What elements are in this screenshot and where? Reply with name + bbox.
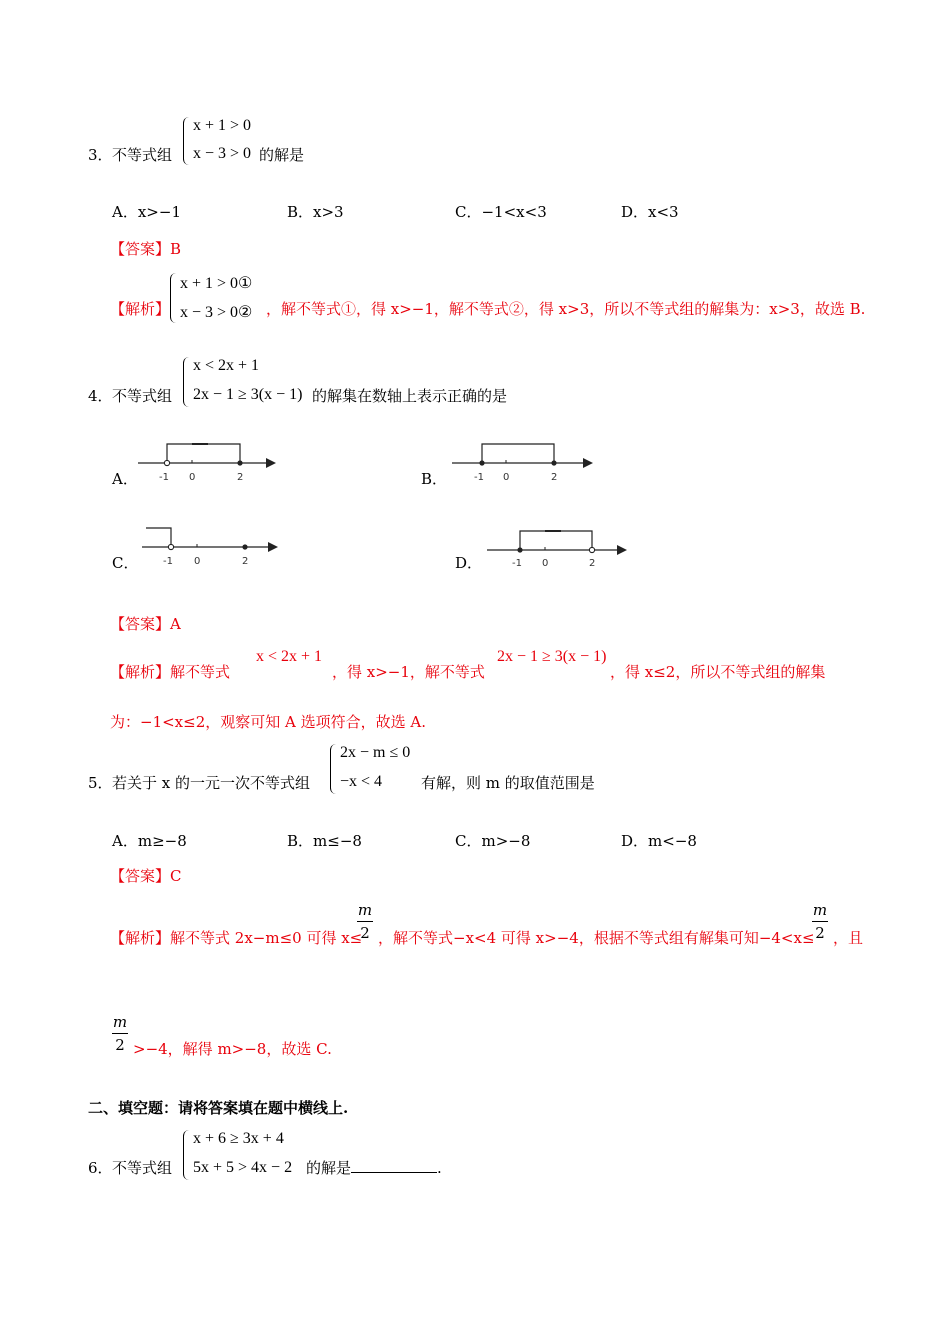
open-dot xyxy=(168,544,173,549)
open-dot xyxy=(589,547,594,552)
tick-label: 0 xyxy=(503,472,510,483)
q5-number: 5． xyxy=(88,774,113,792)
tick-label: 0 xyxy=(542,558,549,569)
q5-option-a: A．m≥−8 xyxy=(112,832,187,850)
q3-analysis-text: ，解不等式①，得 x>−1，解不等式②，得 x>3，所以不等式组的解集为：x>3，故选 B. xyxy=(266,300,866,318)
q3-system-line-2: x − 3 > 0 xyxy=(193,145,252,162)
q5-system-line-2: −x < 4 xyxy=(340,773,383,790)
q4-analysis-line-1: 【解析】解不等式 xyxy=(110,663,231,681)
q3-number: 3． xyxy=(88,146,113,164)
q5-analysis-part-2: ，解不等式−x<4 可得 x>−4，根据不等式组有解集可知−4<x≤ xyxy=(378,929,815,947)
q4-analysis-line-2: 为：−1<x≤2，观察可知 A 选项符合，故选 A. xyxy=(110,713,426,731)
brace xyxy=(183,357,192,407)
solid-dot xyxy=(242,544,247,549)
tick-label: 2 xyxy=(242,556,249,567)
q4-option-d-label: D． xyxy=(455,554,483,572)
q5-option-c: C．m>−8 xyxy=(455,832,531,850)
section-2-title: 二、填空题：请将答案填在题中横线上. xyxy=(88,1099,349,1117)
q3-option-b: B．x>3 xyxy=(287,203,344,221)
solid-dot xyxy=(237,460,242,465)
tick-label: 2 xyxy=(589,558,596,569)
brace xyxy=(330,744,339,794)
q3-stem-suffix: 的解是 xyxy=(259,146,305,164)
q4-analysis-middle: ，得 x>−1，解不等式 xyxy=(332,663,485,681)
q4-option-c-label: C． xyxy=(112,554,139,572)
solution-bracket xyxy=(520,531,592,550)
q6-system-line-1: x + 6 ≥ 3x + 4 xyxy=(193,1130,284,1147)
solid-dot xyxy=(479,460,484,465)
arrow-head xyxy=(617,545,627,555)
q3-option-d: D．x<3 xyxy=(621,203,679,221)
q3-stem-prefix: 不等式组 xyxy=(112,146,173,164)
q5-analysis-part-1: 【解析】解不等式 2x−m≤0 可得 x≤ xyxy=(110,929,363,947)
solution-bracket xyxy=(167,444,240,463)
q4-option-b-label: B． xyxy=(421,470,448,488)
open-dot xyxy=(164,460,169,465)
tick-label: -1 xyxy=(474,472,484,483)
q6-stem-prefix: 不等式组 xyxy=(112,1159,173,1177)
q5-analysis-line-2: >−4，解得 m>−8，故选 C. xyxy=(133,1040,332,1058)
q3-option-c: C．−1<x<3 xyxy=(455,203,547,221)
arrow-head xyxy=(583,458,593,468)
q4-answer: 【答案】A xyxy=(110,615,181,633)
answer-blank[interactable] xyxy=(351,1158,437,1173)
arrow-head xyxy=(266,458,276,468)
q5-answer: 【答案】C xyxy=(110,867,182,885)
q5-fraction-m-over-2: m 2 xyxy=(812,901,828,942)
q4-system-line-1: x < 2x + 1 xyxy=(193,357,260,374)
solid-dot xyxy=(551,460,556,465)
tick-label: -1 xyxy=(159,472,169,483)
brace xyxy=(183,1130,192,1180)
q5-stem-prefix: 若关于 x 的一元一次不等式组 xyxy=(112,774,310,792)
tick-label: 0 xyxy=(189,472,196,483)
q4-option-a-label: A． xyxy=(112,470,138,488)
solution-bracket xyxy=(146,528,171,547)
q4-option-c-number-line xyxy=(140,520,285,570)
tick-label: -1 xyxy=(163,556,173,567)
q4-option-b-number-line xyxy=(450,436,600,486)
q5-option-b: B．m≤−8 xyxy=(287,832,362,850)
tick-label: 2 xyxy=(551,472,558,483)
q4-analysis-inequality-1: x < 2x + 1 xyxy=(256,648,323,665)
q4-system-line-2: 2x − 1 ≥ 3(x − 1) xyxy=(193,386,303,403)
q4-option-d-number-line xyxy=(485,520,635,570)
brace xyxy=(183,117,192,165)
q5-stem-suffix: 有解，则 m 的取值范围是 xyxy=(421,774,595,792)
q3-option-a: A．x>−1 xyxy=(112,203,181,221)
arrow-head xyxy=(268,542,278,552)
q6-number: 6． xyxy=(88,1159,113,1177)
q5-fraction-m-over-2: m 2 xyxy=(357,901,373,942)
brace xyxy=(170,273,179,323)
q4-analysis-inequality-2: 2x − 1 ≥ 3(x − 1) xyxy=(497,648,607,665)
q4-analysis-end: ，得 x≤2，所以不等式组的解集 xyxy=(610,663,826,681)
q4-number: 4． xyxy=(88,387,113,405)
tick-label: -1 xyxy=(512,558,522,569)
tick-label: 2 xyxy=(237,472,244,483)
q5-system-line-1: 2x − m ≤ 0 xyxy=(340,744,411,761)
q5-option-d: D．m<−8 xyxy=(621,832,697,850)
q5-analysis-part-3: ，且 xyxy=(833,929,864,947)
q3-analysis-line-1: x + 1 > 0① xyxy=(180,275,253,292)
solid-dot xyxy=(517,547,522,552)
q3-analysis-line-2: x − 3 > 0② xyxy=(180,304,253,321)
q3-system-line-1: x + 1 > 0 xyxy=(193,117,252,134)
tick-label: 0 xyxy=(194,556,201,567)
q5-fraction-m-over-2: m 2 xyxy=(112,1013,128,1054)
q3-answer: 【答案】B xyxy=(110,240,182,258)
q4-stem-prefix: 不等式组 xyxy=(112,387,173,405)
q4-option-a-number-line xyxy=(136,436,281,486)
solution-bracket xyxy=(482,444,554,463)
q6-system-line-2: 5x + 5 > 4x − 2 xyxy=(193,1159,293,1176)
q6-stem-suffix: 的解是 . xyxy=(306,1159,442,1177)
q3-analysis-tag: 【解析】 xyxy=(110,300,171,318)
q4-stem-suffix: 的解集在数轴上表示正确的是 xyxy=(312,387,508,405)
